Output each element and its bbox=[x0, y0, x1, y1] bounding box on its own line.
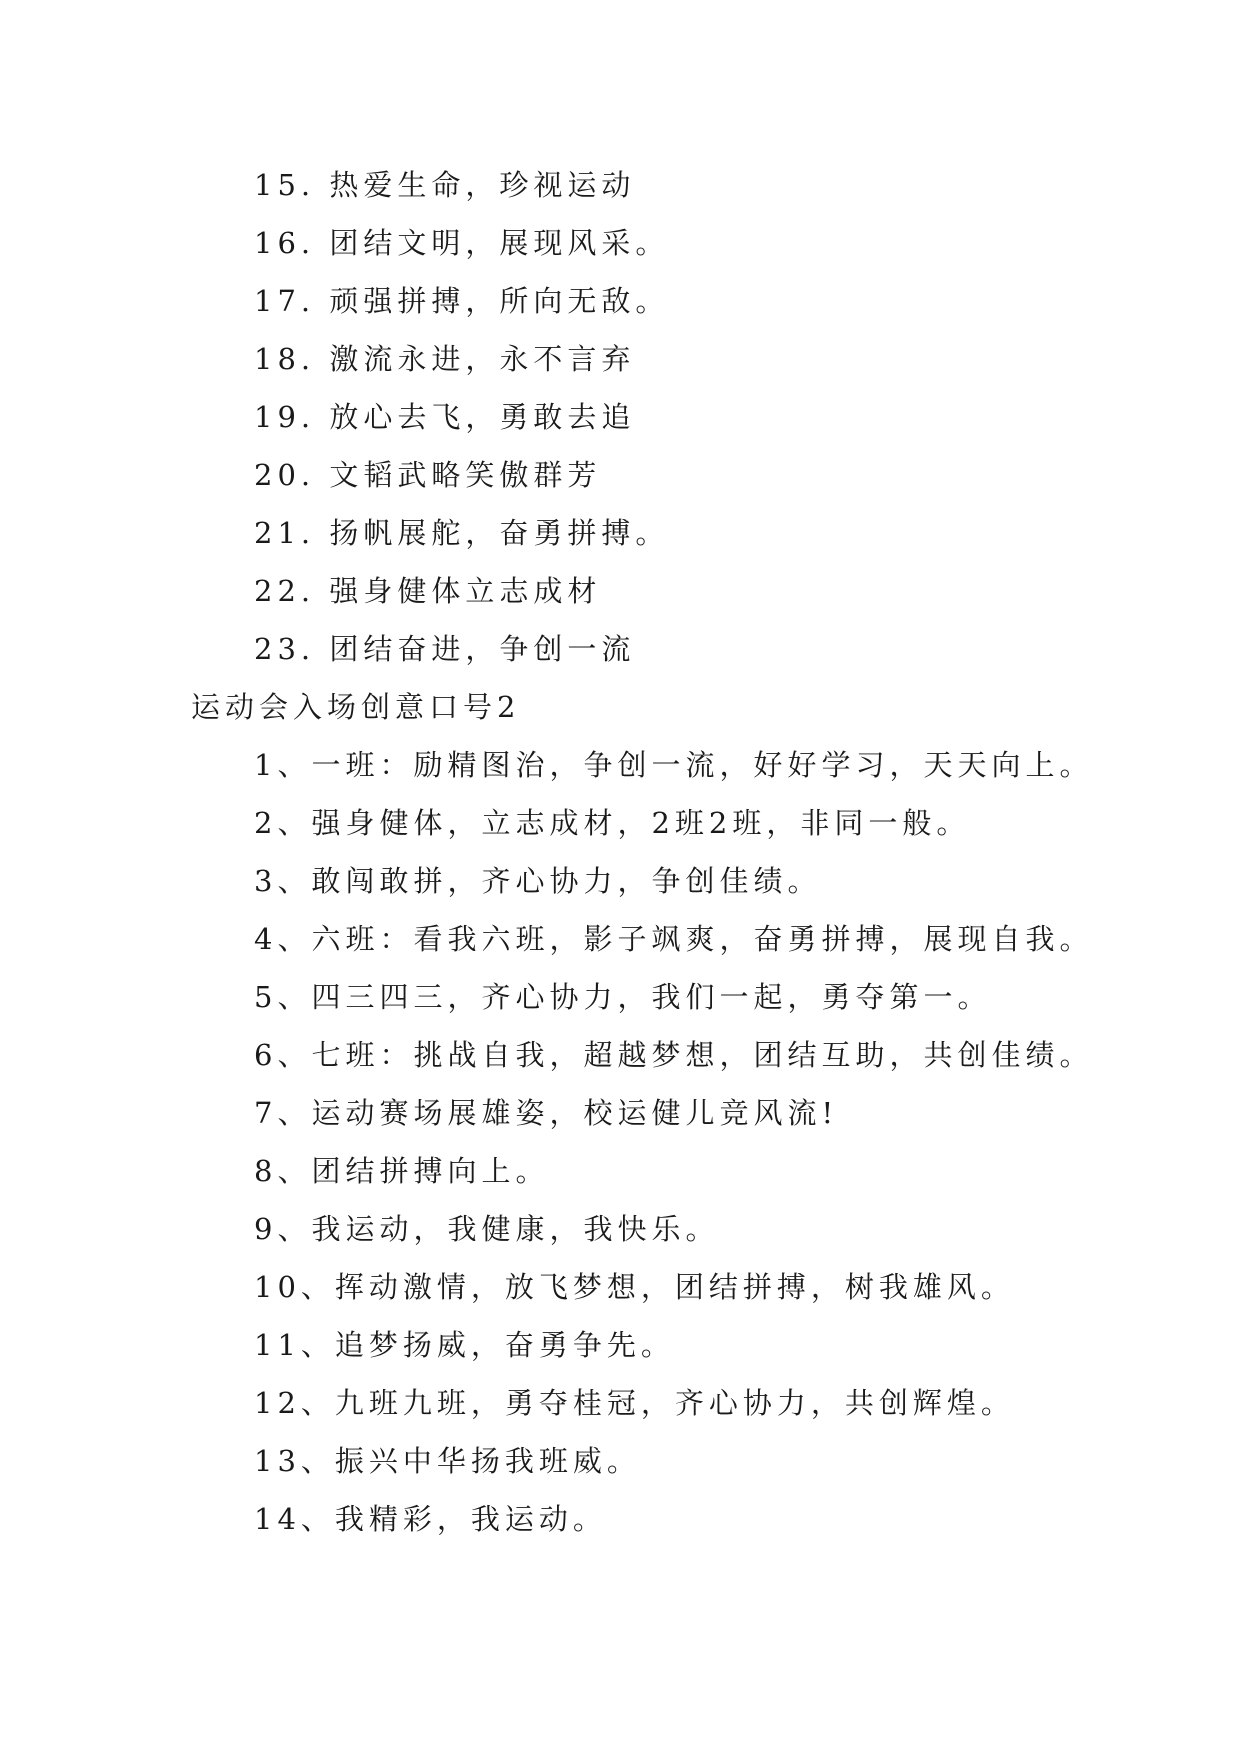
list-item: 1、一班：励精图治，争创一流，好好学习，天天向上。 bbox=[254, 748, 1094, 782]
list-item: 8、团结拼搏向上。 bbox=[254, 1154, 550, 1188]
list-item: 23. 团结奋进，争创一流 bbox=[254, 632, 636, 666]
list-item: 19. 放心去飞，勇敢去追 bbox=[254, 400, 636, 434]
list-item: 2、强身健体，立志成材，2班2班，非同一般。 bbox=[254, 806, 971, 840]
list-item: 5、四三四三，齐心协力，我们一起，勇夺第一。 bbox=[254, 980, 992, 1014]
list-item: 13、振兴中华扬我班威。 bbox=[254, 1444, 641, 1478]
section-heading: 运动会入场创意口号2 bbox=[191, 690, 521, 724]
list-item: 11、追梦扬威，奋勇争先。 bbox=[254, 1328, 675, 1362]
list-item: 6、七班：挑战自我，超越梦想，团结互助，共创佳绩。 bbox=[254, 1038, 1094, 1072]
list-item: 17. 顽强拼搏，所向无敌。 bbox=[254, 284, 670, 318]
list-item: 21. 扬帆展舵，奋勇拼搏。 bbox=[254, 516, 670, 550]
list-item: 15. 热爱生命，珍视运动 bbox=[254, 168, 636, 202]
list-item: 18. 激流永进，永不言弃 bbox=[254, 342, 636, 376]
list-item: 7、运动赛场展雄姿，校运健儿竞风流! bbox=[254, 1096, 839, 1130]
list-item: 3、敢闯敢拼，齐心协力，争创佳绩。 bbox=[254, 864, 822, 898]
list-item: 16. 团结文明，展现风采。 bbox=[254, 226, 670, 260]
list-item: 20. 文韬武略笑傲群芳 bbox=[254, 458, 602, 492]
list-item: 10、挥动激情，放飞梦想，团结拼搏，树我雄风。 bbox=[254, 1270, 1015, 1304]
list-item: 9、我运动，我健康，我快乐。 bbox=[254, 1212, 720, 1246]
list-item: 12、九班九班，勇夺桂冠，齐心协力，共创辉煌。 bbox=[254, 1386, 1015, 1420]
list-item: 4、六班：看我六班，影子飒爽，奋勇拼搏，展现自我。 bbox=[254, 922, 1094, 956]
list-item: 14、我精彩，我运动。 bbox=[254, 1502, 607, 1536]
list-item: 22. 强身健体立志成材 bbox=[254, 574, 602, 608]
